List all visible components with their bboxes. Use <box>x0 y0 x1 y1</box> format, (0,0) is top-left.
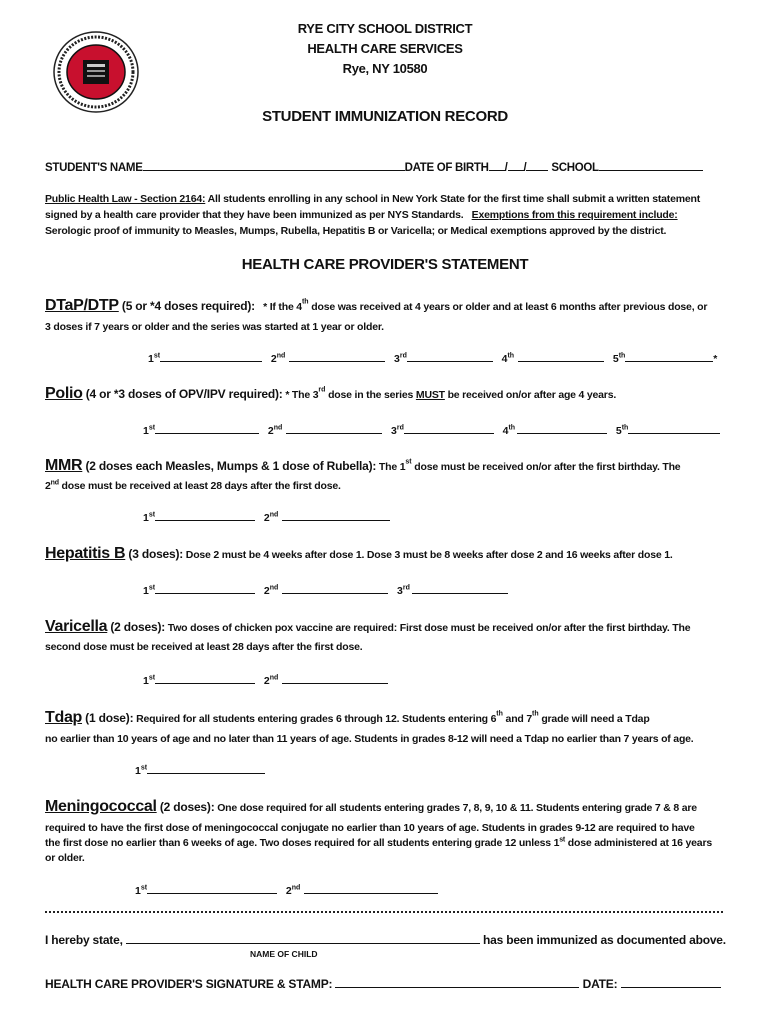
header-address: Rye, NY 10580 <box>342 61 428 76</box>
mmr-note-2: 2nd dose must be received at least 28 days after the first dose. <box>45 479 341 492</box>
dob-day-field[interactable] <box>508 161 524 171</box>
student-info-line: STUDENT'S NAME DATE OF BIRTH / / SCHOOL <box>45 161 703 174</box>
header-services: HEALTH CARE SERVICES <box>307 41 463 56</box>
dtap-dose-2-field[interactable] <box>289 352 385 362</box>
tdap-dose-1-field[interactable] <box>147 764 265 774</box>
page-title: STUDENT IMMUNIZATION RECORD <box>262 108 508 125</box>
date-field[interactable] <box>621 978 721 988</box>
polio-dose-1-field[interactable] <box>155 424 259 434</box>
hepb-dose-2-field[interactable] <box>282 584 388 594</box>
hepb-name: Hepatitis B <box>45 545 126 562</box>
mening-dose-row: 1st 2nd <box>135 884 438 897</box>
dtap-note-2: 3 doses if 7 years or older and the series was started at 1 year or older. <box>45 321 384 333</box>
dotted-divider <box>45 911 723 913</box>
law-line-3: Serologic proof of immunity to Measles, Mumps, Rubella, Hepatitis B or Varicella; or Medical exemptions approved by the district. <box>45 225 667 237</box>
polio-heading: Polio (4 or *3 doses of OPV/IPV required): * The 3rd dose in the series MUST be received on/or after age 4 years. <box>45 385 617 402</box>
law-reference: Public Health Law - Section 2164: <box>45 193 206 205</box>
dtap-heading: DTaP/DTP (5 or *4 doses required): * If the 4th dose was received at 4 years or older and at least 6 months after previous dose, or <box>45 297 708 314</box>
tdap-note-2: no earlier than 10 years of age and no later than 11 years of age. Students in grades 8-12 will need a Tdap no earlier than 7 years of age. <box>45 733 694 745</box>
school-label: SCHOOL <box>551 162 599 174</box>
section-title: HEALTH CARE PROVIDER'S STATEMENT <box>241 256 529 273</box>
mmr-dose-1-field[interactable] <box>155 511 255 521</box>
dtap-dose-3-field[interactable] <box>407 352 493 362</box>
tdap-dose-row: 1st <box>135 764 265 777</box>
exemptions-heading: Exemptions from this requirement include: <box>471 209 678 221</box>
mening-note-3: the first dose no earlier than 6 weeks of age. Two doses required for all students entering grade 12 unless 1st dose administered at 16 years <box>45 836 712 849</box>
attestation-line: I hereby state, has been immunized as documented above. <box>45 933 726 947</box>
dtap-dose-row: 1st 2nd 3rd 4th 5th * <box>148 352 718 365</box>
varicella-name: Varicella <box>45 618 108 635</box>
law-line-1: Public Health Law - Section 2164: All students enrolling in any school in New York State for the first time shall submit a written statement <box>45 193 701 205</box>
hepb-dose-3-field[interactable] <box>412 584 508 594</box>
mening-note-2: required to have the first dose of meningococcal conjugate no earlier than 10 years of age. Students in grades 9-12 are required to have <box>45 822 695 834</box>
polio-name: Polio <box>45 385 83 402</box>
dob-year-field[interactable] <box>526 161 548 171</box>
mening-heading: Meningococcal (2 doses): One dose required for all students entering grades 7, 8, 9, 10 & 11. Students entering grade 7 & 8 are <box>45 798 697 815</box>
dob-label: DATE OF BIRTH <box>404 162 489 174</box>
dtap-name: DTaP/DTP <box>45 297 119 314</box>
student-name-field[interactable] <box>143 161 405 171</box>
mening-note-4: or older. <box>45 852 85 864</box>
hepb-heading: Hepatitis B (3 doses): Dose 2 must be 4 weeks after dose 1. Dose 3 must be 8 weeks after dose 2 and 16 weeks after dose 1. <box>45 545 673 562</box>
mening-dose-1-field[interactable] <box>147 884 277 894</box>
header-district: RYE CITY SCHOOL DISTRICT <box>297 21 473 36</box>
dtap-dose-1-field[interactable] <box>160 352 262 362</box>
name-of-child-caption: NAME OF CHILD <box>250 949 318 959</box>
polio-dose-5-field[interactable] <box>628 424 720 434</box>
signature-field[interactable] <box>335 978 579 988</box>
polio-dose-3-field[interactable] <box>404 424 494 434</box>
law-line-2: signed by a health care provider that they have been immunized as per NYS Standards. Exemptions from this requirement include: <box>45 209 678 221</box>
mmr-dose-row: 1st 2nd <box>143 511 390 524</box>
polio-dose-row: 1st 2nd 3rd 4th 5th <box>143 424 720 437</box>
signature-line: HEALTH CARE PROVIDER'S SIGNATURE & STAMP: DATE: <box>45 977 721 991</box>
tdap-name: Tdap <box>45 709 83 726</box>
varicella-dose-2-field[interactable] <box>282 674 388 684</box>
varicella-heading: Varicella (2 doses): Two doses of chicken pox vaccine are required: First dose must be received on/or after the first birthday. The <box>45 618 691 635</box>
hepb-dose-row: 1st 2nd 3rd <box>143 584 508 597</box>
mmr-name: MMR <box>45 457 83 474</box>
varicella-note-2: second dose must be received at least 28 days after the first dose. <box>45 641 363 653</box>
mening-dose-2-field[interactable] <box>304 884 438 894</box>
mmr-dose-2-field[interactable] <box>282 511 390 521</box>
tdap-heading: Tdap (1 dose): Required for all students entering grades 6 through 12. Students entering 6th and 7th grade will need a Tdap <box>45 709 650 726</box>
polio-dose-2-field[interactable] <box>286 424 382 434</box>
student-name-label: STUDENT'S NAME <box>45 162 143 174</box>
mmr-heading: MMR (2 doses each Measles, Mumps & 1 dose of Rubella): The 1st dose must be received on/or after the first birthday. The <box>45 457 681 474</box>
hepb-dose-1-field[interactable] <box>155 584 255 594</box>
varicella-dose-row: 1st 2nd <box>143 674 388 687</box>
dtap-dose-4-field[interactable] <box>518 352 604 362</box>
varicella-dose-1-field[interactable] <box>155 674 255 684</box>
school-field[interactable] <box>599 161 703 171</box>
polio-dose-4-field[interactable] <box>517 424 607 434</box>
child-name-field[interactable] <box>126 934 480 944</box>
dtap-dose-5-field[interactable] <box>625 352 713 362</box>
dob-month-field[interactable] <box>489 161 505 171</box>
mening-name: Meningococcal <box>45 798 157 815</box>
